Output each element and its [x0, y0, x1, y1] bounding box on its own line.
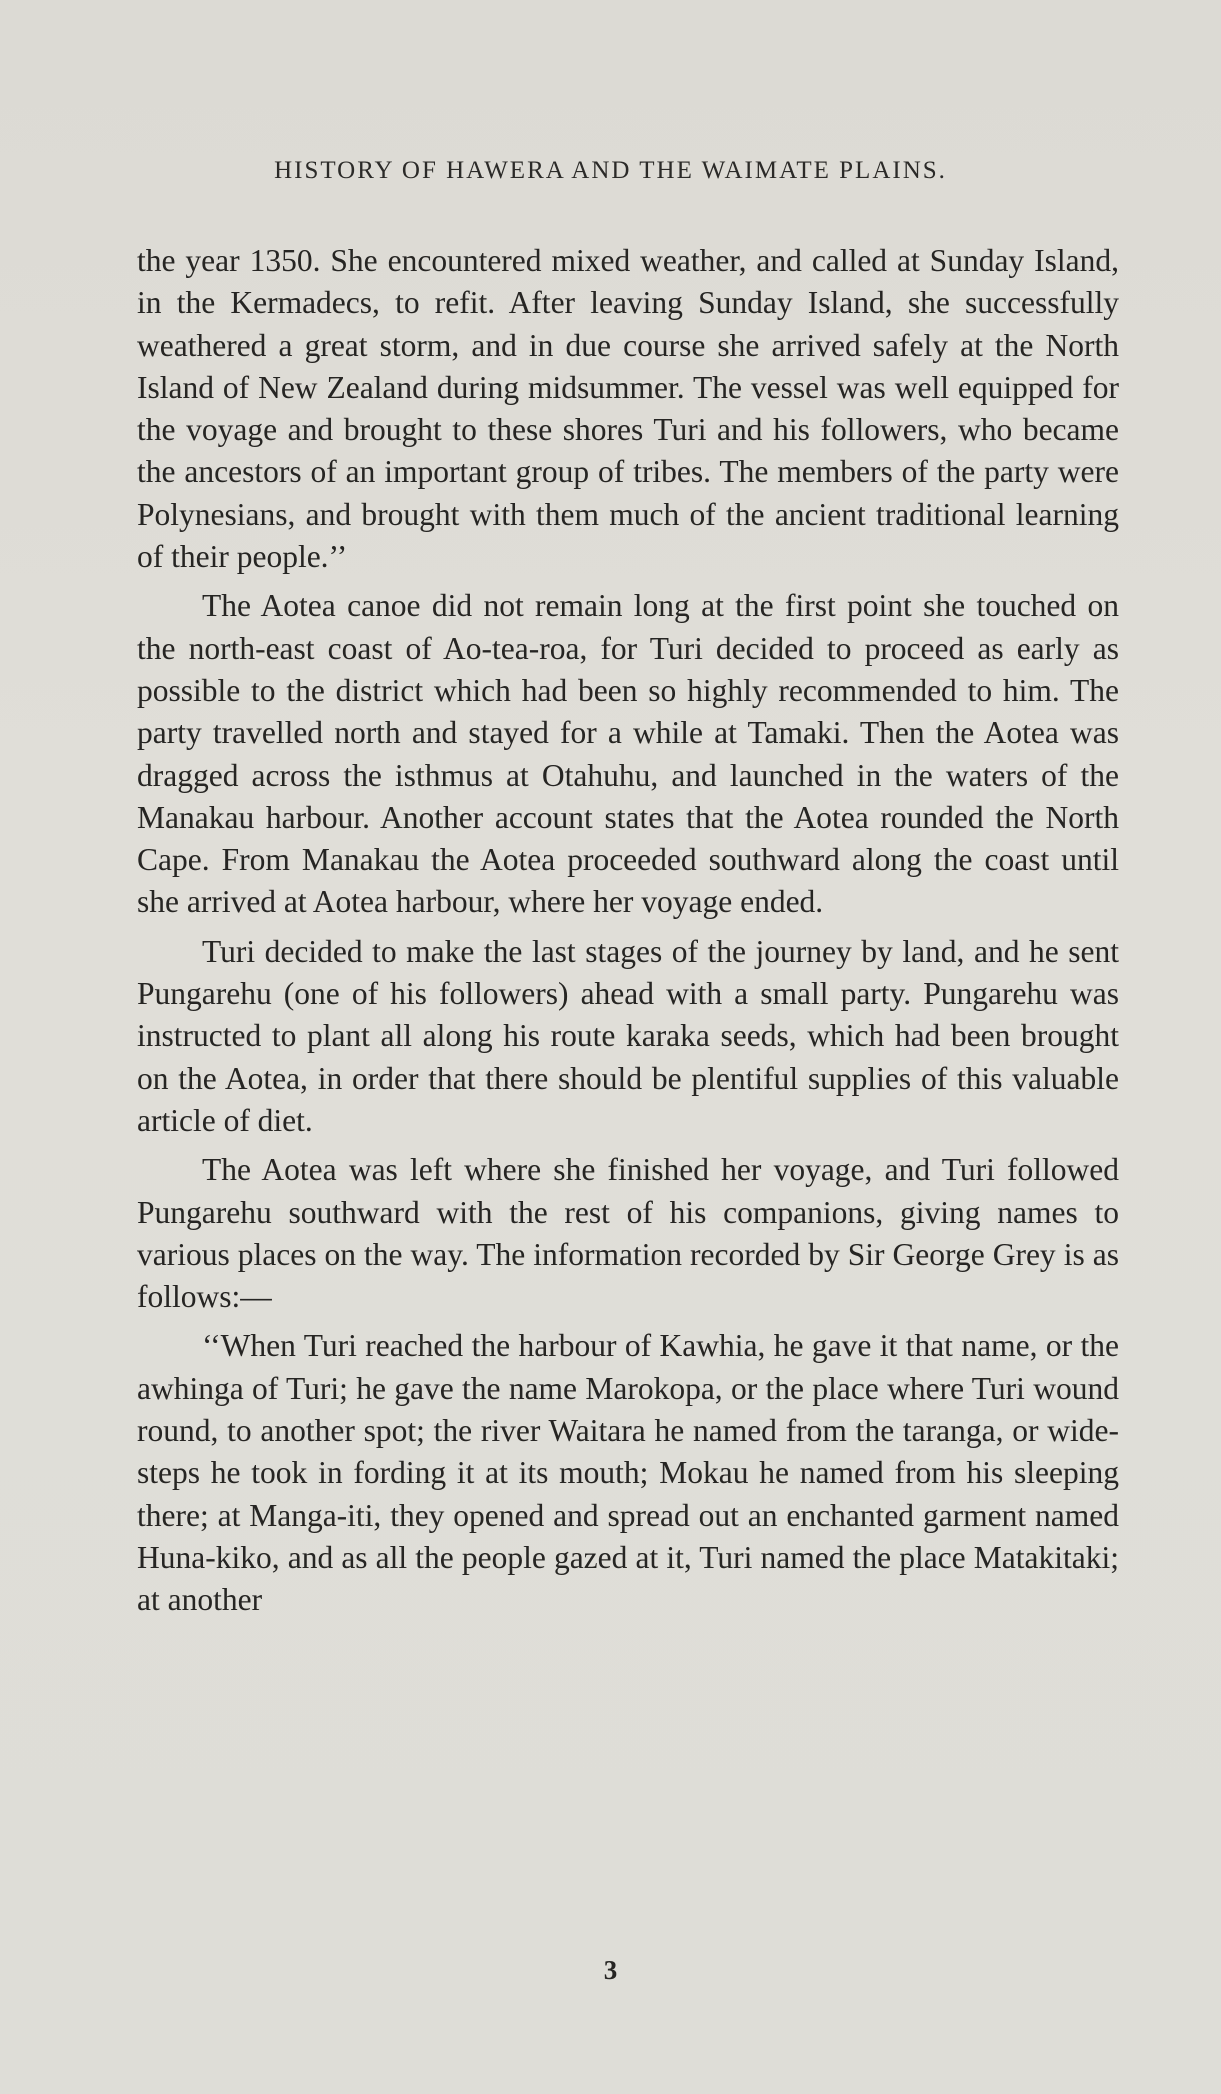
paragraph-aotea-left: The Aotea was left where she finished her voyage, and Turi followed Pungarehu southward with the rest of his companions, giving names to various places on the way. The information recorded by Sir George Grey is as follows:—: [137, 1152, 1119, 1315]
running-head: HISTORY OF HAWERA AND THE WAIMATE PLAINS.: [274, 157, 947, 184]
body-text: [137, 240, 1119, 1629]
paragraph-aotea-canoe: The Aotea canoe did not remain long at the first point she touched on the north-east coast of Ao-tea-roa, for Turi decided to proceed as early as possible to the district which had been so highly recommended to him. The party travelled north and stayed for a while at Tamaki. Then the Aotea was dragged across the isthmus at Otahuhu, and launched in the waters of the Manakau harbour. Another account states that the Aotea rounded the North Cape. From Manakau the Aotea proceeded southward along the coast until she arrived at Aotea harbour, where her voyage ended.: [137, 588, 1119, 920]
paragraph-grey-quotation: ‘‘When Turi reached the harbour of Kawhia, he gave it that name, or the awhinga of Turi; he gave the name Marokopa, or the place where Turi wound round, to another spot; the river Waitara he named from the taranga, or wide-steps he took in fording it at its mouth; Mokau he named from his sleeping there; at Manga-iti, they opened and spread out an enchanted garment named Huna-kiko, and as all the people gazed at it, Turi named the place Matakitaki; at another: [137, 1328, 1119, 1618]
paragraph-continuation: the year 1350. She encountered mixed weather, and called at Sunday Island, in the Kermadecs, to refit. After leaving Sunday Island, she successfully weathered a great storm, and in due course she arrived safely at the North Island of New Zealand during midsummer. The vessel was well equipped for the voyage and brought to these shores Turi and his followers, who became the ancestors of an important group of tribes. The members of the party were Polynesians, and brought with them much of the ancient traditional learning of their people.’’: [137, 243, 1119, 575]
page-number: 3: [603, 1955, 618, 1985]
paragraph-pungarehu: Turi decided to make the last stages of the journey by land, and he sent Pungarehu (one of his followers) ahead with a small party. Pungarehu was instructed to plant all along his route karaka seeds, which had been brought on the Aotea, in order that there should be plentiful supplies of this valuable article of diet.: [137, 933, 1119, 1138]
